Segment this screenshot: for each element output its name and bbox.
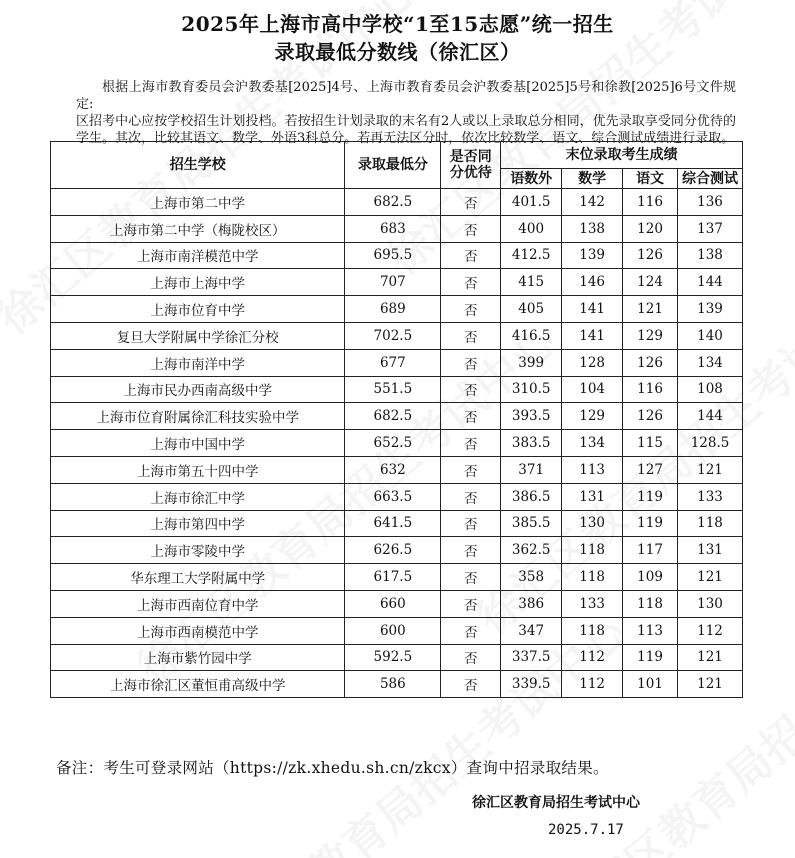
cell-ysw: 310.5 [501,376,562,403]
table-row [51,269,743,296]
cell-ysw: 347 [501,617,562,644]
cell-comprehensive: 134 [678,349,743,376]
cell-min-score: 663.5 [345,483,441,510]
table-body [51,189,743,698]
issuing-organization: 徐汇区教育局招生考试中心 [472,795,640,811]
table-row [51,189,743,216]
cell-comprehensive: 121 [678,456,743,483]
cell-chinese: 116 [623,189,678,216]
table-row [51,242,743,269]
cell-chinese: 119 [623,644,678,671]
cell-preference: 否 [441,510,501,537]
header-min-score: 录取最低分 [345,142,441,189]
cell-min-score: 592.5 [345,644,441,671]
cell-chinese: 117 [623,537,678,564]
cell-chinese: 113 [623,617,678,644]
cell-comprehensive: 118 [678,510,743,537]
cell-comprehensive: 131 [678,537,743,564]
cell-school: 上海市民办西南高级中学 [51,376,345,403]
page-title-line2: 录取最低分数线（徐汇区） [274,40,521,64]
table-row [51,644,743,671]
table-row [51,483,743,510]
cell-ysw: 371 [501,456,562,483]
cell-math: 118 [562,617,623,644]
cell-comprehensive: 136 [678,189,743,216]
cell-comprehensive: 138 [678,242,743,269]
cell-comprehensive: 133 [678,483,743,510]
header-comprehensive: 综合测试 [678,169,743,189]
page-title-line1: 2025年上海市高中学校“1至15志愿”统一招生 [181,12,614,36]
cell-chinese: 120 [623,215,678,242]
cell-school: 上海市西南模范中学 [51,617,345,644]
cell-ysw: 383.5 [501,430,562,457]
cell-school: 复旦大学附属中学徐汇分校 [51,322,345,349]
cell-chinese: 127 [623,456,678,483]
cell-comprehensive: 144 [678,269,743,296]
table-row [51,322,743,349]
footnote: 备注：考生可登录网站（https://zk.xhedu.sh.cn/zkcx）查询中招录取结果。 [56,759,609,777]
cell-math: 113 [562,456,623,483]
intro-line1: 根据上海市教育委员会沪教委基[2025]4号、上海市教育委员会沪教委基[2025]5号和徐教[2025]6号文件规定: [76,80,736,112]
cell-math: 118 [562,537,623,564]
cell-school: 上海市第二中学（梅陇校区） [51,215,345,242]
cell-min-score: 632 [345,456,441,483]
cell-school: 上海市中国中学 [51,430,345,457]
cell-chinese: 124 [623,269,678,296]
cell-min-score: 677 [345,349,441,376]
table-row [51,456,743,483]
table-row [51,403,743,430]
cell-chinese: 126 [623,349,678,376]
cell-min-score: 586 [345,671,441,698]
cell-ysw: 337.5 [501,644,562,671]
cell-min-score: 551.5 [345,376,441,403]
table-row [51,510,743,537]
table-row [51,376,743,403]
cell-chinese: 119 [623,483,678,510]
cell-comprehensive: 144 [678,403,743,430]
header-school: 招生学校 [51,142,345,189]
cell-comprehensive: 130 [678,590,743,617]
cell-school: 上海市南洋模范中学 [51,242,345,269]
cell-preference: 否 [441,269,501,296]
issue-date: 2025.7.17 [548,822,624,838]
cell-preference: 否 [441,590,501,617]
cell-min-score: 689 [345,296,441,323]
header-chinese: 语文 [623,169,678,189]
cell-ysw: 399 [501,349,562,376]
header-last-admitted: 末位录取考生成绩 [501,142,743,169]
cell-preference: 否 [441,189,501,216]
cell-math: 141 [562,296,623,323]
cell-ysw: 401.5 [501,189,562,216]
cell-preference: 否 [441,322,501,349]
header-ysw: 语数外 [501,169,562,189]
cell-ysw: 415 [501,269,562,296]
cell-ysw: 385.5 [501,510,562,537]
cell-chinese: 109 [623,564,678,591]
cell-min-score: 682.5 [345,189,441,216]
cell-preference: 否 [441,644,501,671]
cell-school: 上海市上海中学 [51,269,345,296]
cell-school: 上海市位育中学 [51,296,345,323]
cell-min-score: 682.5 [345,403,441,430]
cell-math: 129 [562,403,623,430]
cell-ysw: 358 [501,564,562,591]
table-row [51,296,743,323]
cell-comprehensive: 140 [678,322,743,349]
cell-ysw: 405 [501,296,562,323]
table-row [51,564,743,591]
cell-min-score: 683 [345,215,441,242]
cell-chinese: 126 [623,403,678,430]
cell-comprehensive: 128.5 [678,430,743,457]
cell-math: 131 [562,483,623,510]
cell-chinese: 121 [623,296,678,323]
cell-chinese: 101 [623,671,678,698]
cell-math: 112 [562,671,623,698]
cell-math: 142 [562,189,623,216]
cell-ysw: 416.5 [501,322,562,349]
cell-min-score: 695.5 [345,242,441,269]
cell-min-score: 707 [345,269,441,296]
cell-preference: 否 [441,349,501,376]
cell-preference: 否 [441,242,501,269]
cell-comprehensive: 121 [678,564,743,591]
cell-comprehensive: 108 [678,376,743,403]
table-row [51,349,743,376]
cell-ysw: 339.5 [501,671,562,698]
cell-math: 104 [562,376,623,403]
cell-math: 112 [562,644,623,671]
cell-ysw: 393.5 [501,403,562,430]
table-row [51,590,743,617]
cell-chinese: 115 [623,430,678,457]
cell-preference: 否 [441,456,501,483]
cell-math: 146 [562,269,623,296]
cell-preference: 否 [441,215,501,242]
cell-preference: 否 [441,537,501,564]
cell-chinese: 118 [623,590,678,617]
cell-chinese: 119 [623,510,678,537]
cell-school: 华东理工大学附属中学 [51,564,345,591]
cell-school: 上海市徐汇区董恒甫高级中学 [51,671,345,698]
cell-comprehensive: 137 [678,215,743,242]
cell-school: 上海市第二中学 [51,189,345,216]
header-preference: 是否同分优待 [441,142,501,189]
cell-min-score: 641.5 [345,510,441,537]
cell-min-score: 660 [345,590,441,617]
cell-ysw: 386.5 [501,483,562,510]
table-row [51,215,743,242]
cell-preference: 否 [441,671,501,698]
cell-preference: 否 [441,403,501,430]
cell-math: 128 [562,349,623,376]
cell-math: 134 [562,430,623,457]
cell-min-score: 702.5 [345,322,441,349]
table-row [51,430,743,457]
cell-school: 上海市徐汇中学 [51,483,345,510]
cell-min-score: 626.5 [345,537,441,564]
cell-school: 上海市零陵中学 [51,537,345,564]
cell-school: 上海市南洋中学 [51,349,345,376]
table-row [51,671,743,698]
table-row [51,537,743,564]
cell-preference: 否 [441,483,501,510]
cell-school: 上海市西南位育中学 [51,590,345,617]
cell-chinese: 116 [623,376,678,403]
intro-paragraph [76,79,736,147]
intro-rest: 区招考中心应按学校招生计划投档。若按招生计划录取的末名有2人或以上录取总分相同，优先录取享受同分优待的学生。其次，比较其语文、数学、外语3科总分。若再无法区分时，依次比较数学、语文、综合测试成绩进行录取。 [76,114,736,146]
cell-math: 118 [562,564,623,591]
table-row [51,617,743,644]
admission-score-table [50,141,743,698]
cell-chinese: 126 [623,242,678,269]
cell-preference: 否 [441,617,501,644]
cell-min-score: 617.5 [345,564,441,591]
cell-math: 138 [562,215,623,242]
cell-ysw: 386 [501,590,562,617]
cell-school: 上海市第四中学 [51,510,345,537]
cell-preference: 否 [441,430,501,457]
cell-preference: 否 [441,564,501,591]
cell-min-score: 600 [345,617,441,644]
cell-school: 上海市第五十四中学 [51,456,345,483]
cell-math: 141 [562,322,623,349]
cell-school: 上海市位育附属徐汇科技实验中学 [51,403,345,430]
cell-comprehensive: 121 [678,644,743,671]
cell-comprehensive: 112 [678,617,743,644]
cell-math: 139 [562,242,623,269]
cell-comprehensive: 139 [678,296,743,323]
cell-school: 上海市紫竹园中学 [51,644,345,671]
cell-math: 133 [562,590,623,617]
cell-min-score: 652.5 [345,430,441,457]
cell-chinese: 129 [623,322,678,349]
header-math: 数学 [562,169,623,189]
cell-preference: 否 [441,296,501,323]
cell-ysw: 400 [501,215,562,242]
cell-comprehensive: 121 [678,671,743,698]
cell-math: 130 [562,510,623,537]
cell-ysw: 412.5 [501,242,562,269]
cell-ysw: 362.5 [501,537,562,564]
cell-preference: 否 [441,376,501,403]
